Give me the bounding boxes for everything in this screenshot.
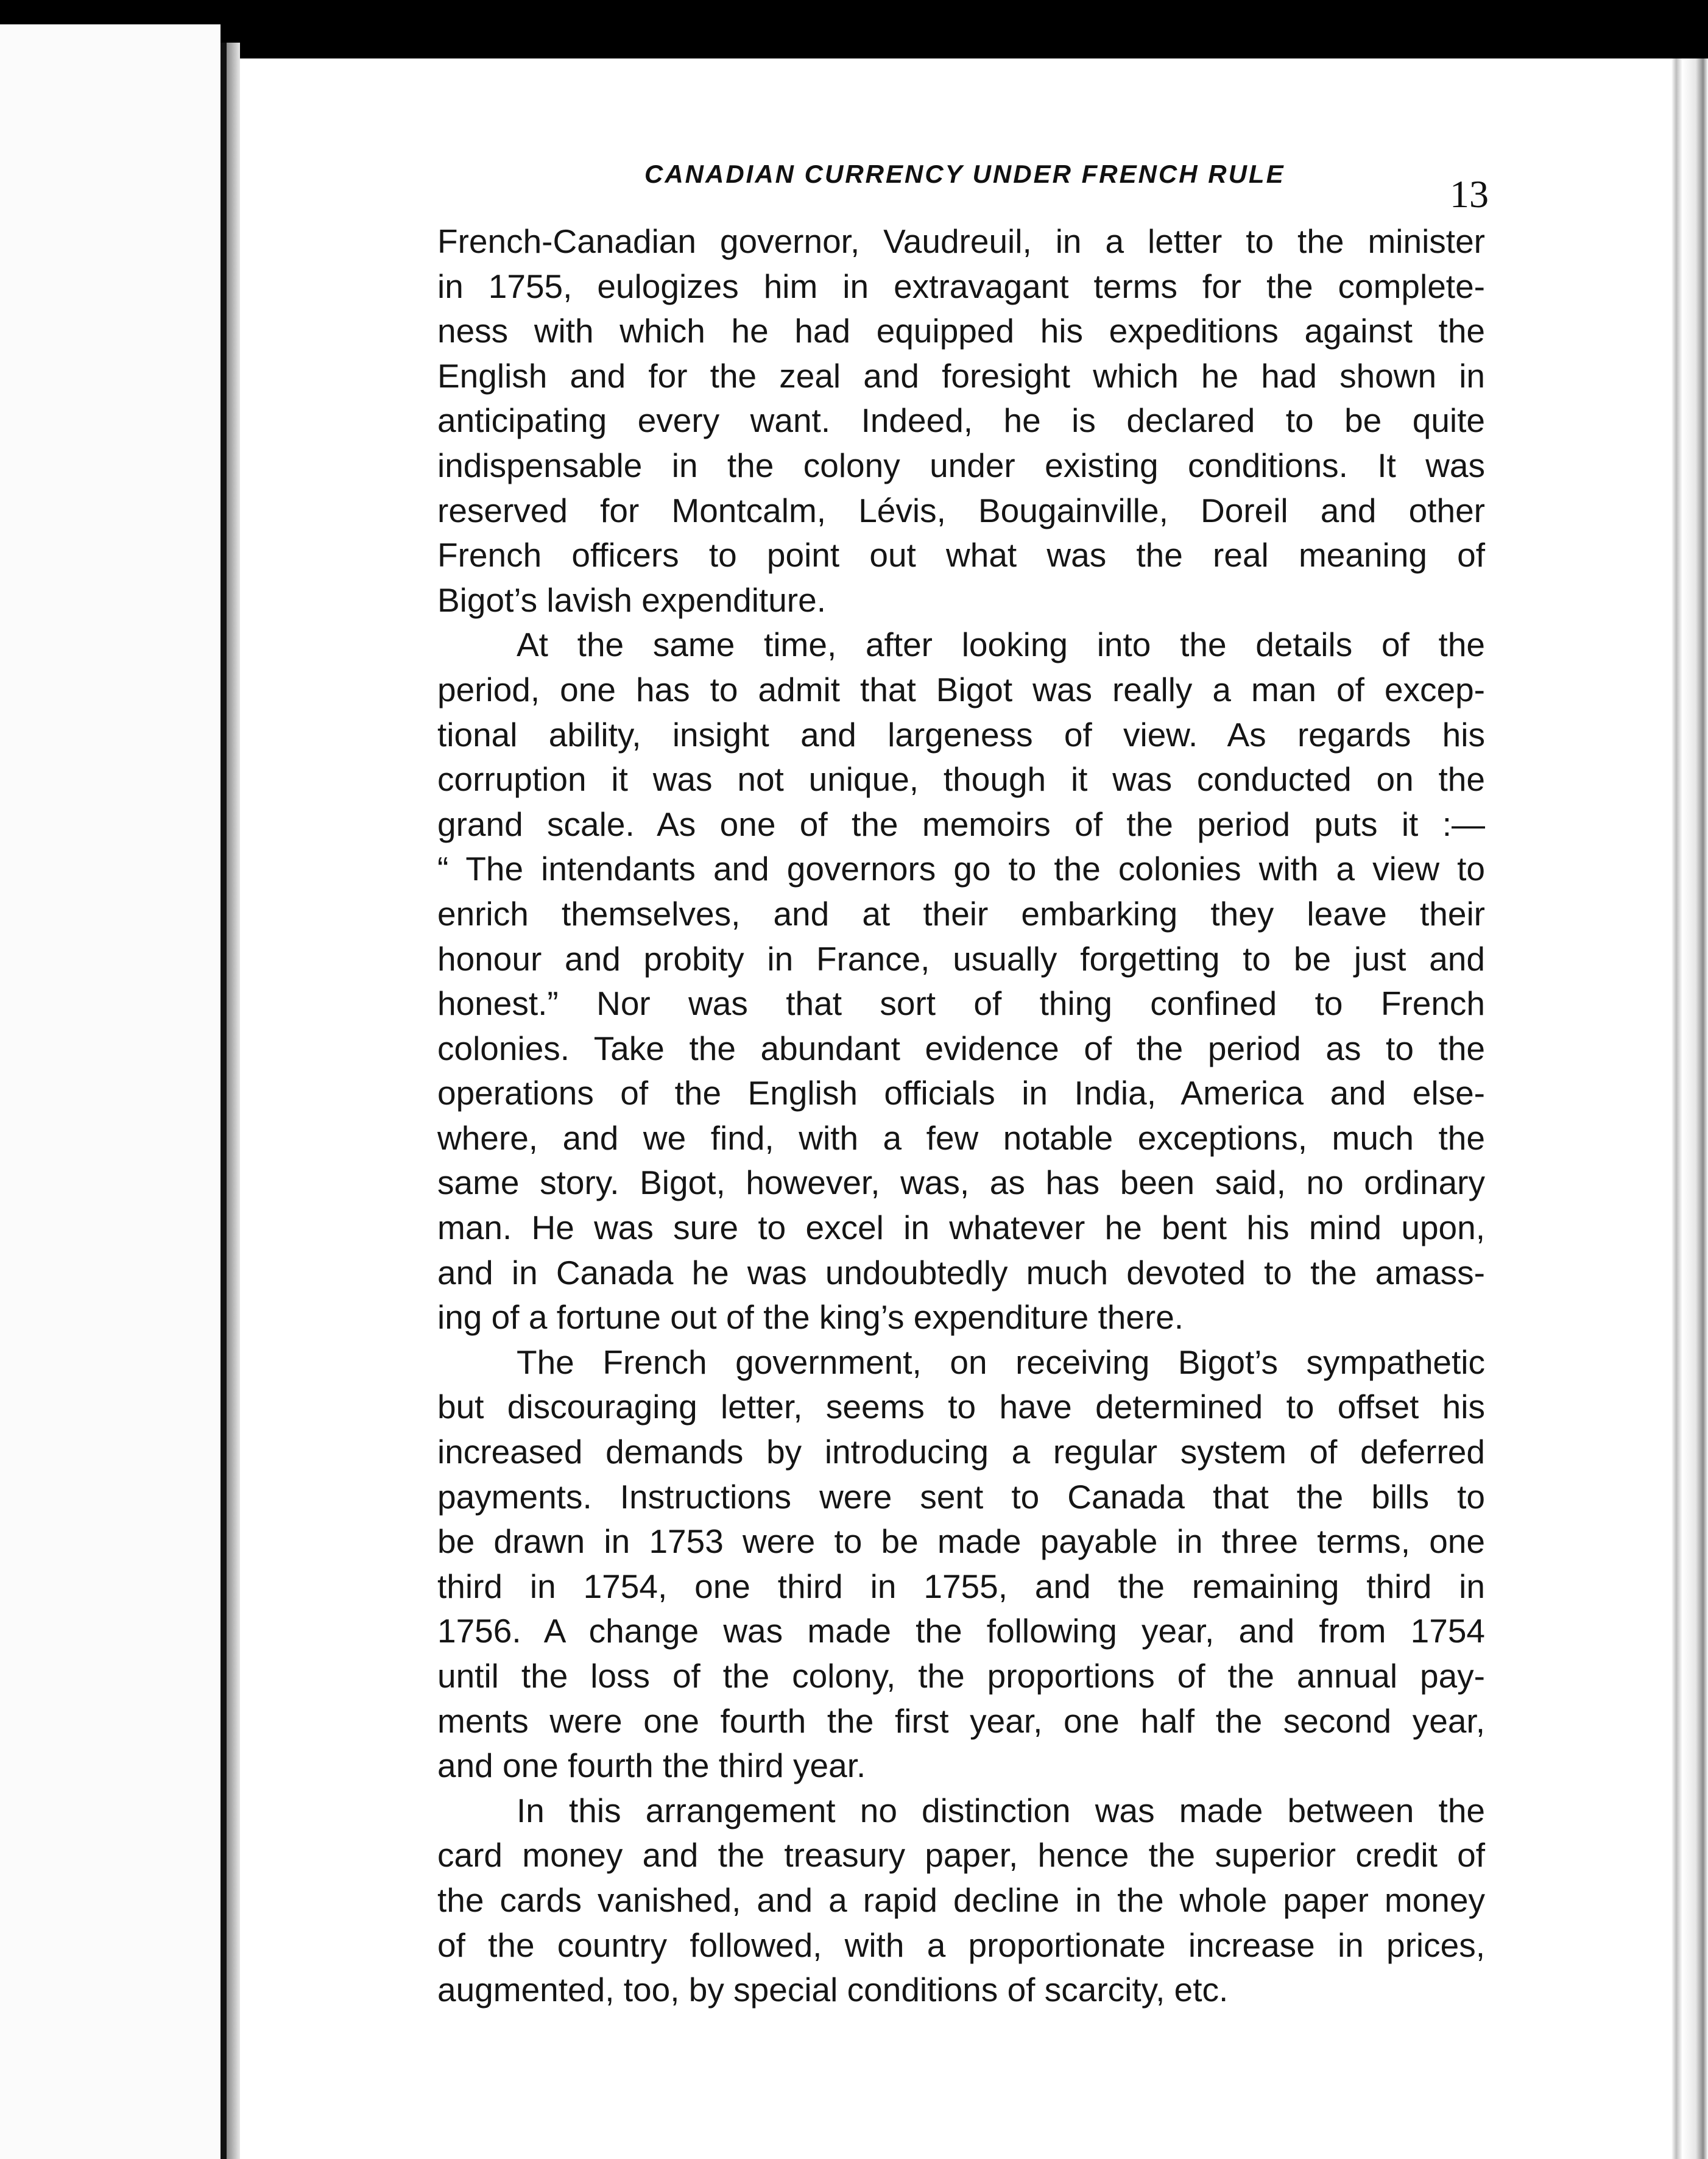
facing-page-blank [0, 24, 221, 2159]
text-line: French-Canadian governor, Vaudreuil, in a letter to the minister [437, 222, 1485, 260]
text-line: ments were one fourth the first year, one half the second year, [437, 1701, 1485, 1740]
text-line: same story. Bigot, however, was, as has been said, no ordinary [437, 1164, 1485, 1202]
text-line: colonies. Take the abundant evidence of the period as to the [437, 1029, 1485, 1067]
text-line: English and for the zeal and foresight which he had shown in [437, 356, 1485, 395]
text-line: Bigot’s lavish expenditure. [437, 581, 826, 619]
text-line: until the loss of the colony, the proportions of the annual pay- [437, 1657, 1485, 1695]
text-line: corruption it was not unique, though it was conducted on the [437, 760, 1485, 799]
page-number: 13 [1450, 172, 1489, 216]
page-right-edge [1671, 58, 1708, 2159]
text-line: card money and the treasury paper, hence the superior credit of [437, 1836, 1485, 1875]
text-line: French officers to point out what was the real meaning of [437, 536, 1485, 574]
book-gutter [227, 43, 240, 2159]
page-edge-shadow [221, 43, 227, 2159]
paragraph-2 [437, 623, 1485, 1340]
text-line: where, and we find, with a few notable exceptions, much the [437, 1118, 1485, 1157]
paragraph-1 [437, 219, 1485, 623]
text-line: 1756. A change was made the following year, and from 1754 [437, 1612, 1485, 1650]
text-line: honest.” Nor was that sort of thing confined to French [437, 984, 1485, 1023]
text-line: honour and probity in France, usually forgetting to be just and [437, 939, 1485, 978]
text-line: indispensable in the colony under existing conditions. It was [437, 446, 1485, 484]
running-head: CANADIAN CURRENCY UNDER FRENCH RULE [644, 160, 1285, 188]
text-line: be drawn in 1753 were to be made payable in three terms, one [437, 1522, 1485, 1561]
text-line: grand scale. As one of the memoirs of the period puts it :— [437, 805, 1485, 843]
paragraph-3 [437, 1340, 1485, 1789]
text-line: in 1755, eulogizes him in extravagant terms for the complete- [437, 267, 1485, 305]
text-line: enrich themselves, and at their embarking they leave their [437, 894, 1485, 933]
text-line: period, one has to admit that Bigot was really a man of excep- [437, 670, 1485, 708]
text-line: man. He was sure to excel in whatever he bent his mind upon, [437, 1209, 1485, 1247]
text-line: payments. Instructions were sent to Canada that the bills to [437, 1477, 1485, 1516]
text-line: the cards vanished, and a rapid decline in the whole paper money [437, 1881, 1485, 1919]
text-line: operations of the English officials in India, America and else- [437, 1074, 1485, 1112]
text-line: of the country followed, with a proportionate increase in prices, [437, 1926, 1485, 1964]
text-line: and one fourth the third year. [437, 1747, 866, 1785]
text-line: increased demands by introducing a regular system of deferred [437, 1433, 1485, 1471]
text-line: third in 1754, one third in 1755, and the remaining third in [437, 1567, 1485, 1605]
text-line: tional ability, insight and largeness of view. As regards his [437, 715, 1485, 754]
text-line: The French government, on receiving Bigot’s sympathetic [517, 1343, 1485, 1381]
text-line: ness with which he had equipped his expeditions against the [437, 312, 1485, 350]
text-line: but discouraging letter, seems to have determined to offset his [437, 1388, 1485, 1426]
text-line: In this arrangement no distinction was made between the [517, 1791, 1485, 1829]
body-text [437, 219, 1485, 2013]
text-line: augmented, too, by special conditions of scarcity, etc. [437, 1971, 1229, 2009]
text-line: ing of a fortune out of the king’s expenditure there. [437, 1298, 1184, 1337]
text-line: reserved for Montcalm, Lévis, Bougainville, Doreil and other [437, 491, 1485, 529]
text-line: anticipating every want. Indeed, he is declared to be quite [437, 401, 1485, 440]
paragraph-4 [437, 1789, 1485, 2013]
text-line: and in Canada he was undoubtedly much devoted to the amass- [437, 1253, 1485, 1292]
text-line: At the same time, after looking into the details of the [517, 626, 1485, 664]
scan-top-border [0, 0, 1708, 61]
text-line: “ The intendants and governors go to the colonies with a view to [437, 850, 1485, 888]
